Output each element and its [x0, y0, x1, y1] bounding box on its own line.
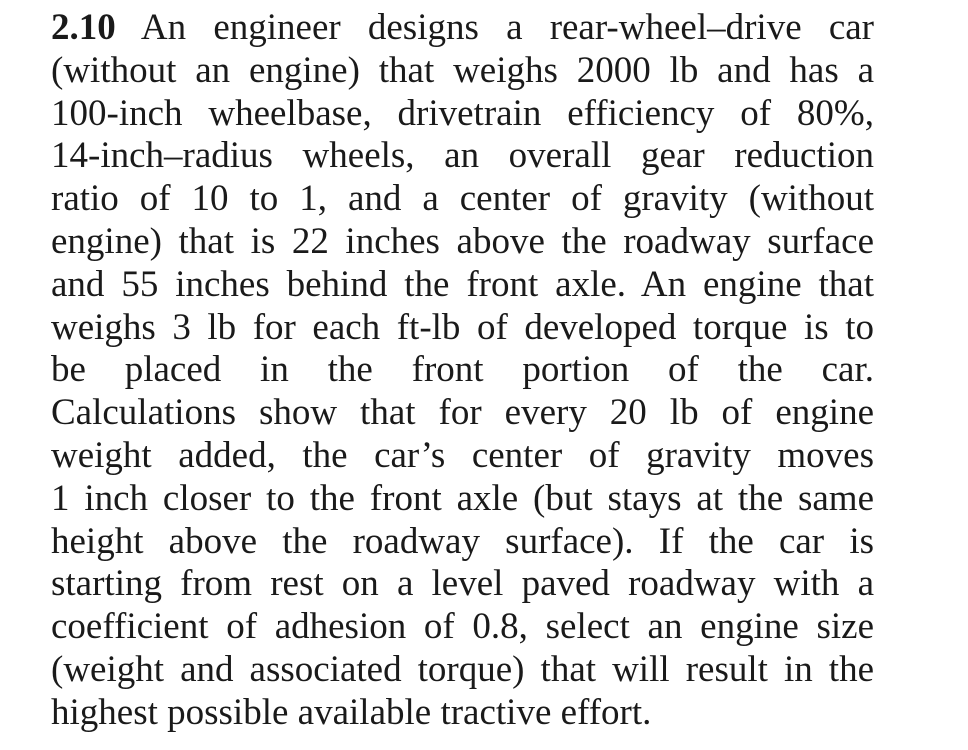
problem-number: 2.10: [51, 7, 116, 48]
problem-line-7: and 55 inches behind the front axle. An engine that: [51, 263, 874, 305]
problem-line-1: [51, 7, 874, 50]
problem-line-4: 14-inch–radius wheels, an overall gear reduction: [51, 135, 874, 177]
problem-line-15: coefficient of adhesion of 0.8, select an engine size: [51, 606, 874, 648]
problem-line-5: ratio of 10 to 1, and a center of gravity (without: [51, 178, 874, 220]
problem-line-text: An engineer designs a rear-wheel–drive car: [140, 7, 874, 48]
problem-line-3: 100-inch wheelbase, drivetrain efficiency of 80%,: [51, 92, 874, 134]
problem-line-10: Calculations show that for every 20 lb of engine: [51, 392, 874, 434]
problem-text-block: [51, 7, 874, 735]
problem-line-12: 1 inch closer to the front axle (but stays at the same: [51, 477, 874, 519]
problem-line-16: (weight and associated torque) that will result in the: [51, 648, 874, 690]
problem-line-6: engine) that is 22 inches above the roadway surface: [51, 220, 874, 262]
problem-line-9: be placed in the front portion of the car.: [51, 349, 874, 391]
problem-line-11: weight added, the car’s center of gravity moves: [51, 434, 874, 476]
problem-line-13: height above the roadway surface). If the car is: [51, 520, 874, 562]
problem-line-2: (without an engine) that weighs 2000 lb and has a: [51, 49, 874, 91]
problem-line-17: highest possible available tractive effort.: [51, 691, 652, 733]
problem-line-8: weighs 3 lb for each ft-lb of developed torque is to: [51, 306, 874, 348]
problem-line-14: starting from rest on a level paved roadway with a: [51, 563, 874, 605]
